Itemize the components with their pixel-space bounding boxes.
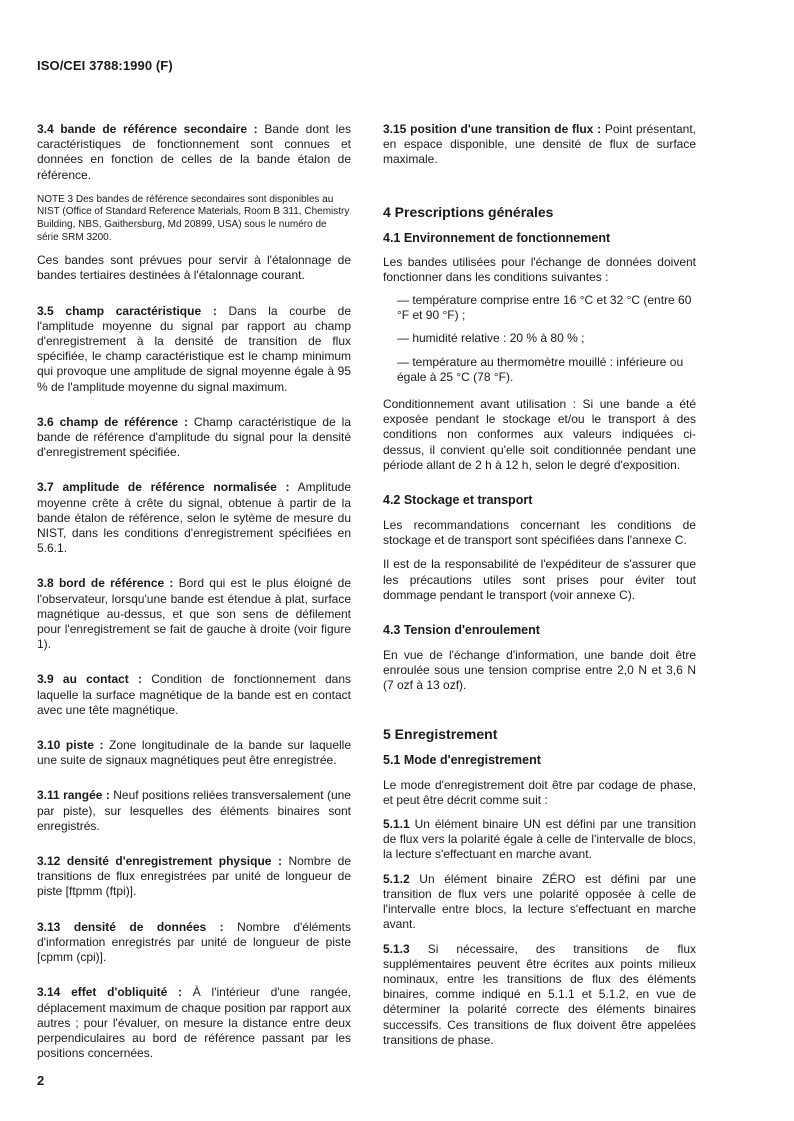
section-4-1-heading: 4.1 Environnement de fonctionnement	[383, 230, 611, 245]
paragraph-conditioning: Conditionnement avant utilisation : Si une bande a été exposée pendant le stockage et/ou le transport à des conditions non conformes aux valeurs indiquées ci-dessus, il convient qu'elle soit conditionnée pendant une période allant de 2 h à 12 h, selon le degré d'exposition.	[383, 397, 696, 472]
list-item: — température comprise entre 16 °C et 32 °C (entre 60 °F et 90 °F) ;	[397, 293, 692, 323]
clause-5-1-1: 5.1.1 Un élément binaire UN est défini par une transition de flux vers la polarité égale à celle de l'intervalle de blocs, la lecture s'effectuant en marche avant.	[383, 817, 696, 862]
paragraph-4-3: En vue de l'échange d'information, une bande doit être enroulée sous une tension comprise entre 2,0 N et 3,6 N (7 ozf à 13 ozf).	[383, 648, 696, 693]
section-5-heading: 5 Enregistrement	[383, 725, 498, 742]
section-4-heading: 4 Prescriptions générales	[383, 203, 554, 220]
paragraph-3-4-tertiary: Ces bandes sont prévues pour servir à l'étalonnage de bandes tertiaires destinées à l'étalonnage courant.	[37, 253, 351, 283]
note-3: NOTE 3 Des bandes de référence secondaires sont disponibles au NIST (Office of Standard Reference Materials, Room B 311, Chemistry Building, NBS, Gaithersburg, Md 20899, USA) sous le numéro de série SRM 3200.	[37, 193, 350, 243]
paragraph-4-2-a: Les recommandations concernant les conditions de stockage et de transport sont spécifiées dans l'annexe C.	[383, 518, 696, 548]
document-id: ISO/CEI 3788:1990 (F)	[37, 58, 173, 73]
list-item: — humidité relative : 20 % à 80 % ;	[397, 331, 585, 346]
definition-3-4: 3.4 bande de référence secondaire : Bande dont les caractéristiques de fonctionnement sont connues et données en fonction de celles de la bande étalon de référence.	[37, 122, 351, 182]
definition-3-7: 3.7 amplitude de référence normalisée : Amplitude moyenne crête à crête du signal, obtenue à partir de la bande étalon de référence, selon le sytème de mesure du NIST, dans les conditions d'enregistrement spécifiées en 5.6.1.	[37, 480, 351, 556]
clause-5-1-3: 5.1.3 Si nécessaire, des transitions de flux supplémentaires peuvent être écrites aux points milieux nominaux, entre les transitions de flux des éléments binaires, comme indiqué en 5.1.1 et 5.1.2, en vue de déterminer la polarité correcte des éléments binaires successifs. Ces transitions de flux doivent être appelées transitions de phase.	[383, 941, 696, 1047]
page-number: 2	[37, 1073, 45, 1088]
paragraph-4-2-b: Il est de la responsabilité de l'expéditeur de s'assurer que les précautions utiles sont prises pour éviter tout dommage pendant le transport (voir annexe C).	[383, 557, 696, 602]
definition-3-15: 3.15 position d'une transition de flux : Point présentant, en espace disponible, une densité de flux de surface maximale.	[383, 122, 696, 167]
definition-3-10: 3.10 piste : Zone longitudinale de la bande sur laquelle une suite de signaux magnétiques peut être enregistrée.	[37, 738, 352, 768]
section-4-3-heading: 4.3 Tension d'enroulement	[383, 623, 540, 638]
definition-3-11: 3.11 rangée : Neuf positions reliées transversalement (une par piste), sur lesquelles des éléments binaires sont enregistrés.	[37, 788, 351, 833]
left-column	[37, 122, 351, 1061]
definition-3-5: 3.5 champ caractéristique : Dans la courbe de l'amplitude moyenne du signal par rapport au champ d'enregistrement à la densité de transition de flux spécifiée, le champ caractéristique est le champ minimum qui provoque une amplitude de signal moyenne égale à 95 % de l'amplitude moyenne du signal maximum.	[37, 303, 351, 394]
definition-3-14: 3.14 effet d'obliquité : À l'intérieur d'une rangée, déplacement maximum de chaque position par rapport aux autres ; pour l'évaluer, on mesure la distance entre deux perpendiculaires au bord de référence passant par les positions concernées.	[37, 985, 351, 1061]
definition-3-8: 3.8 bord de référence : Bord qui est le plus éloigné de l'observateur, lorsqu'une bande est étendue à plat, surface magnétique au-dessus, et que son sens de défilement pour l'enregistrement se fait de gauche à droite (voir figure 1).	[37, 576, 351, 652]
definition-3-6: 3.6 champ de référence : Champ caractéristique de la bande de référence d'amplitude du signal pour la densité d'enregistrement spécifiée.	[37, 414, 351, 460]
section-4-2-heading: 4.2 Stockage et transport	[383, 493, 533, 508]
list-item: — température au thermomètre mouillé : inférieure ou égale à 25 °C (78 °F).	[397, 354, 684, 384]
definition-3-9: 3.9 au contact : Condition de fonctionnement dans laquelle la surface magnétique de la bande est en contact avec une tête magnétique.	[37, 672, 351, 717]
definition-3-13: 3.13 densité de données : Nombre d'éléments d'information enregistrés par unité de longueur de piste [cpmm (cpi)].	[37, 919, 351, 965]
right-column	[383, 122, 696, 1048]
section-5-1-heading: 5.1 Mode d'enregistrement	[383, 752, 541, 767]
paragraph-5-1: Le mode d'enregistrement doit être par codage de phase, et peut être décrit comme suit :	[383, 777, 696, 807]
clause-5-1-2: 5.1.2 Un élément binaire ZÉRO est défini par une transition de flux vers une polarité opposée à celle de l'intervalle entre blocs, la lecture s'effectuant en marche avant.	[383, 871, 696, 932]
paragraph-4-1: Les bandes utilisées pour l'échange de données doivent fonctionner dans les conditions suivantes :	[383, 254, 696, 284]
definition-3-12: 3.12 densité d'enregistrement physique : Nombre de transitions de flux enregistrées par unité de longueur de piste [ftpmm (ftpi)].	[37, 854, 351, 899]
